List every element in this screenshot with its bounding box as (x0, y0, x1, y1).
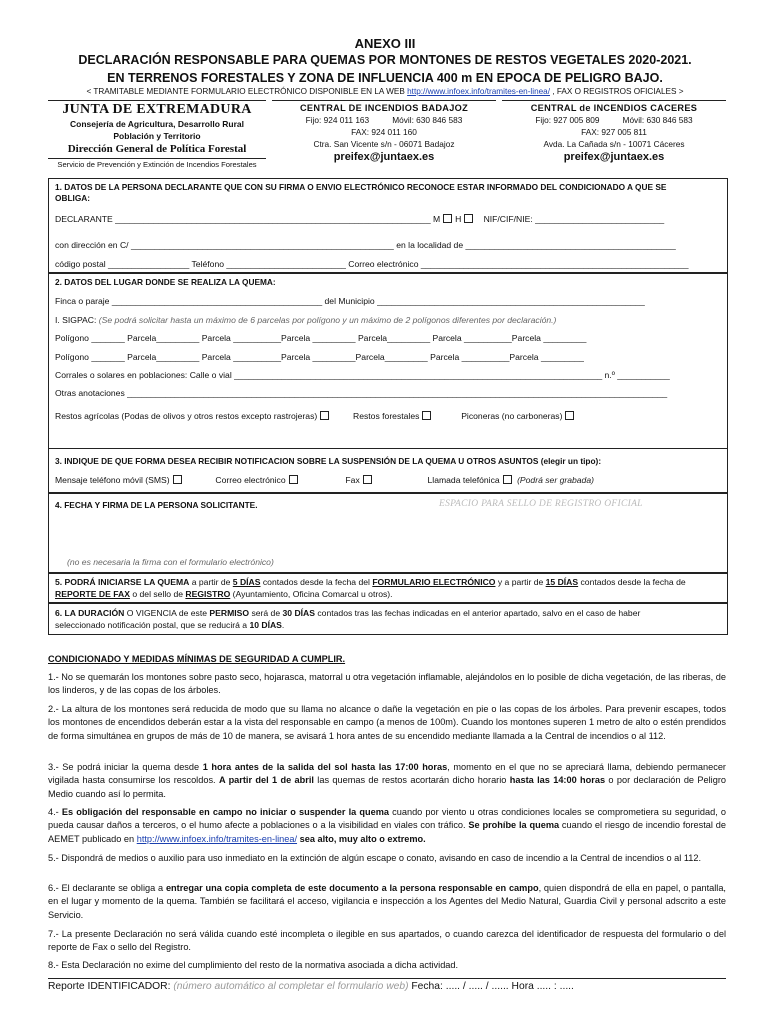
h-label: H (455, 214, 462, 224)
report-id-placeholder: (número automático al completar el formulario web) (173, 981, 409, 992)
restos-forestales-checkbox[interactable] (422, 411, 431, 420)
document-title: DECLARACIÓN RESPONSABLE PARA QUEMAS POR MONTONES DE RESTOS VEGETALES 2020-2021. (78, 53, 692, 67)
finca-field[interactable]: Finca o paraje ____________________________________________ del Municipio ________________________________________________________ (55, 296, 645, 306)
restos-agricolas-checkbox[interactable] (320, 411, 329, 420)
postal-phone-email-field[interactable]: código postal _________________ Teléfono _________________________ Correo electrónico ________________________________________________________ (55, 259, 689, 269)
document-subtitle: EN TERRENOS FORESTALES Y ZONA DE INFLUENCIA 400 m EN EPOCA DE PELIGRO BAJO. (107, 71, 663, 85)
llamada-note: (Podrá ser grabada) (517, 475, 594, 485)
caceres-title: CENTRAL de INCENDIOS CACERES (530, 103, 698, 113)
divider (49, 272, 727, 273)
badajoz-fax: FAX: 924 011 160 (351, 127, 417, 137)
consejeria: Consejería de Agricultura, Desarrollo Rural (70, 119, 244, 129)
declarante-row (55, 214, 664, 224)
caceres-address: Avda. La Cañada s/n - 10071 Cáceres (543, 139, 685, 149)
section-signature (48, 492, 728, 574)
email-checkbox[interactable] (289, 475, 298, 484)
annex-title: ANEXO III (354, 36, 416, 51)
submission-note-suffix: , FAX O REGISTROS OFICIALES > (550, 87, 684, 96)
header-blocks (48, 100, 726, 169)
direccion-general: Dirección General de Política Forestal (67, 143, 247, 155)
condition-5: 5.- Dispondrá de medios o auxilio para uso inmediato en la extinción de algún escape o conato, avisando en caso de incendio a la Central de incendios o al 112. (48, 853, 702, 863)
male-checkbox[interactable] (443, 214, 452, 223)
female-checkbox[interactable] (464, 214, 473, 223)
section-start (48, 572, 728, 604)
section4-title: 4. FECHA Y FIRMA DE LA PERSONA SOLICITANTE. (55, 500, 258, 510)
declarante-field[interactable]: DECLARANTE __________________________________________________________________ M (55, 214, 441, 224)
signature-note: (no es necesaria la firma con el formulario electrónico) (67, 557, 274, 567)
nif-field[interactable]: NIF/CIF/NIE: ___________________________ (483, 214, 665, 224)
caceres-email: preifex@juntaex.es (563, 151, 665, 163)
aemet-link[interactable]: http://www.infoex.info/tramites-en-linea/ (136, 833, 298, 844)
poligono-row-2[interactable]: Polígono _______ Parcela_________ Parcela __________Parcela _________Parcela_________ Parcela __________Parcela _________ (55, 352, 584, 362)
sigpac-row (55, 315, 556, 325)
otras-anotaciones-field[interactable]: Otras anotaciones _________________________________________________________________________________________________________________ (55, 388, 668, 398)
divider (49, 602, 727, 603)
caceres-block (502, 100, 726, 166)
section1-title-cont: OBLIGA: (55, 193, 91, 203)
section1-title: 1. DATOS DE LA PERSONA DECLARANTE QUE CON SU FIRMA O ENVIO ELECTRÓNICO RECONOCE ESTAR INFORMADO DEL CONDICIONADO A QUE SE (55, 182, 667, 192)
badajoz-phones: Fijo: 924 011 163 Móvil: 630 846 583 (305, 115, 463, 125)
badajoz-title: CENTRAL DE INCENDIOS BADAJOZ (299, 103, 468, 113)
sigpac-label: I. SIGPAC: (55, 315, 99, 325)
submission-note (0, 87, 770, 96)
poblacion: Población y Territorio (113, 131, 201, 141)
sigpac-note: (Se podrá solicitar hasta un máximo de 6 parcelas por polígono y un máximo de 2 polígonos diferentes por declaración.) (98, 315, 557, 325)
registry-stamp-space: ESPACIO PARA SELLO DE REGISTRO OFICIAL (439, 499, 643, 509)
junta-block (48, 100, 266, 169)
submission-note-prefix: < TRAMITABLE MEDIANTE FORMULARIO ELECTRÓNICO DISPONIBLE EN LA WEB (86, 87, 408, 96)
condition-6: 6.- El declarante se obliga a entregar una copia completa de este documento a la persona responsable en campo, quien dispondrá de ella en papel, o pantalla, en el lugar y momento de la quema. También se facilitará el acceso, vigilancia e inspección a los Agentes del Medio Natural, Guardia Civil y personal adscrito a este Servicio. (48, 883, 726, 920)
caceres-phones: Fijo: 927 005 809 Móvil: 630 846 583 (535, 115, 693, 125)
notification-options (55, 475, 594, 485)
caceres-fax: FAX: 927 005 811 (581, 127, 647, 137)
section-declarant (48, 178, 728, 274)
piconeras-label: Piconeras (no carboneras) (461, 411, 563, 421)
section5-line2: REPORTE DE FAX o del sello de REGISTRO (Ayuntamiento, Oficina Comarcal u otros). (55, 589, 393, 599)
report-label: Reporte IDENTIFICADOR: (48, 981, 174, 992)
fax-label: Fax (345, 475, 360, 485)
badajoz-email: preifex@juntaex.es (333, 151, 435, 163)
section-duration (48, 602, 728, 635)
restos-type-row (55, 411, 577, 421)
junta-name: JUNTA DE EXTREMADURA (62, 102, 252, 117)
restos-agricolas-label: Restos agrícolas (Podas de olivos y otros restos excepto rastrojeras) (55, 411, 318, 421)
condition-4: 4.- Es obligación del responsable en campo no iniciar o suspender la quema cuando por viento u otras condiciones locales se comprometiera su seguridad, o pueda causar daños a terceros, o el humo afecte a poblaciones o a la visibilidad en viales con tráfico. Se prohíbe la quema cuando el riesgo de incendio forestal de AEMET publicado en http://www.infoex.info/tramites-en-linea/ sea alto, muy alto o extremo. (48, 807, 727, 844)
poligono-row-1[interactable]: Polígono _______ Parcela_________ Parcela __________Parcela _________ Parcela_________ Parcela __________Parcela _________ (55, 333, 587, 343)
badajoz-block (272, 100, 496, 166)
address-field[interactable]: con dirección en C/ _______________________________________________________ en la localidad de ____________________________________________ (55, 240, 676, 250)
fax-checkbox[interactable] (363, 475, 372, 484)
piconeras-checkbox[interactable] (565, 411, 574, 420)
servicio: Servicio de Prevención y Extinción de Incendios Forestales (48, 158, 266, 169)
corrales-field[interactable]: Corrales o solares en poblaciones: Calle o vial _____________________________________________________________________________ n.º ___________ (55, 370, 670, 380)
sms-label: Mensaje teléfono móvil (SMS) (55, 475, 170, 485)
section3-title: 3. INDIQUE DE QUE FORMA DESEA RECIBIR NOTIFICACION SOBRE LA SUSPENSIÓN DE LA QUEMA U OTROS ASUNTOS (elegir un tipo): (55, 456, 602, 466)
report-identifier-row (48, 978, 726, 992)
report-date-time: Fecha: ..... / ..... / ...... Hora ..... : ..... (408, 981, 574, 992)
condition-3: 3.- Se podrá iniciar la quema desde 1 hora antes de la salida del sol hasta las 17:00 horas, momento en el que no se apreciará llama, debiendo permanecer vigilada hasta consumirse los rescoldos. A partir del 1 de abril las quemas de restos acortarán dicho horario hasta las 14:00 horas o por declaración de Peligro Medio cuando así lo permita. (48, 762, 726, 799)
section-notification (48, 448, 728, 494)
badajoz-address: Ctra. San Vicente s/n - 06071 Badajoz (313, 139, 455, 149)
infoex-link[interactable]: http://www.infoex.info/tramites-en-linea/ (407, 87, 550, 96)
condition-8: 8.- Esta Declaración no exime del cumplimiento del resto de la normativa asociada a dicha actividad. (48, 960, 459, 970)
condition-2: 2.- La altura de los montones será reducida de modo que su llama no alcance o dañe la vegetación en pie o las copas de los árboles. Para prevenir escapes, todos los montones de encendidos deberán estar a la vista del responsable en campo (a menos de 100m). Cuando los montones superen 1 metro de alto o estén prendidos de forma simultánea en grupos de más de 10 de manera, se avisará 1 hora antes de su encendido mediante llamada a la Central de incendios o al 112. (48, 704, 726, 741)
section5-line1: 5. PODRÁ INICIARSE LA QUEMA a partir de 5 DÍAS contados desde la fecha del FORMULARIO ELECTRÓNICO y a partir de 15 DÍAS contados desde la fecha de (55, 577, 686, 587)
llamada-label: Llamada telefónica (427, 475, 500, 485)
condition-1: 1.- No se quemarán los montones sobre pasto seco, hojarasca, matorral u otra vegetación inflamable, alejándolos en lo posible de dicha vegetación, de las riberas, de los linderos, y de las copas de los árboles. (48, 672, 726, 696)
llamada-checkbox[interactable] (503, 475, 512, 484)
condition-7: 7.- La presente Declaración no será válida cuando esté incompleta o ilegible en sus apartados, o cuando carezca del identificador de respuesta del formulario o del reporte de Fax o sello del Registro. (48, 929, 726, 953)
conditions-title: CONDICIONADO Y MEDIDAS MÍNIMAS DE SEGURIDAD A CUMPLIR. (48, 654, 346, 664)
sms-checkbox[interactable] (173, 475, 182, 484)
section6-line1: 6. LA DURACIÓN O VIGENCIA de este PERMISO será de 30 DÍAS contados tras las fechas indicadas en el anterior apartado, salvo en el caso de haber (55, 608, 641, 618)
section6-line2: seleccionado notificación postal, que se reducirá a 10 DÍAS. (55, 620, 285, 630)
email-label: Correo electrónico (215, 475, 286, 485)
section2-title: 2. DATOS DEL LUGAR DONDE SE REALIZA LA QUEMA: (55, 277, 276, 287)
restos-forestales-label: Restos forestales (353, 411, 420, 421)
section-location (48, 272, 728, 449)
